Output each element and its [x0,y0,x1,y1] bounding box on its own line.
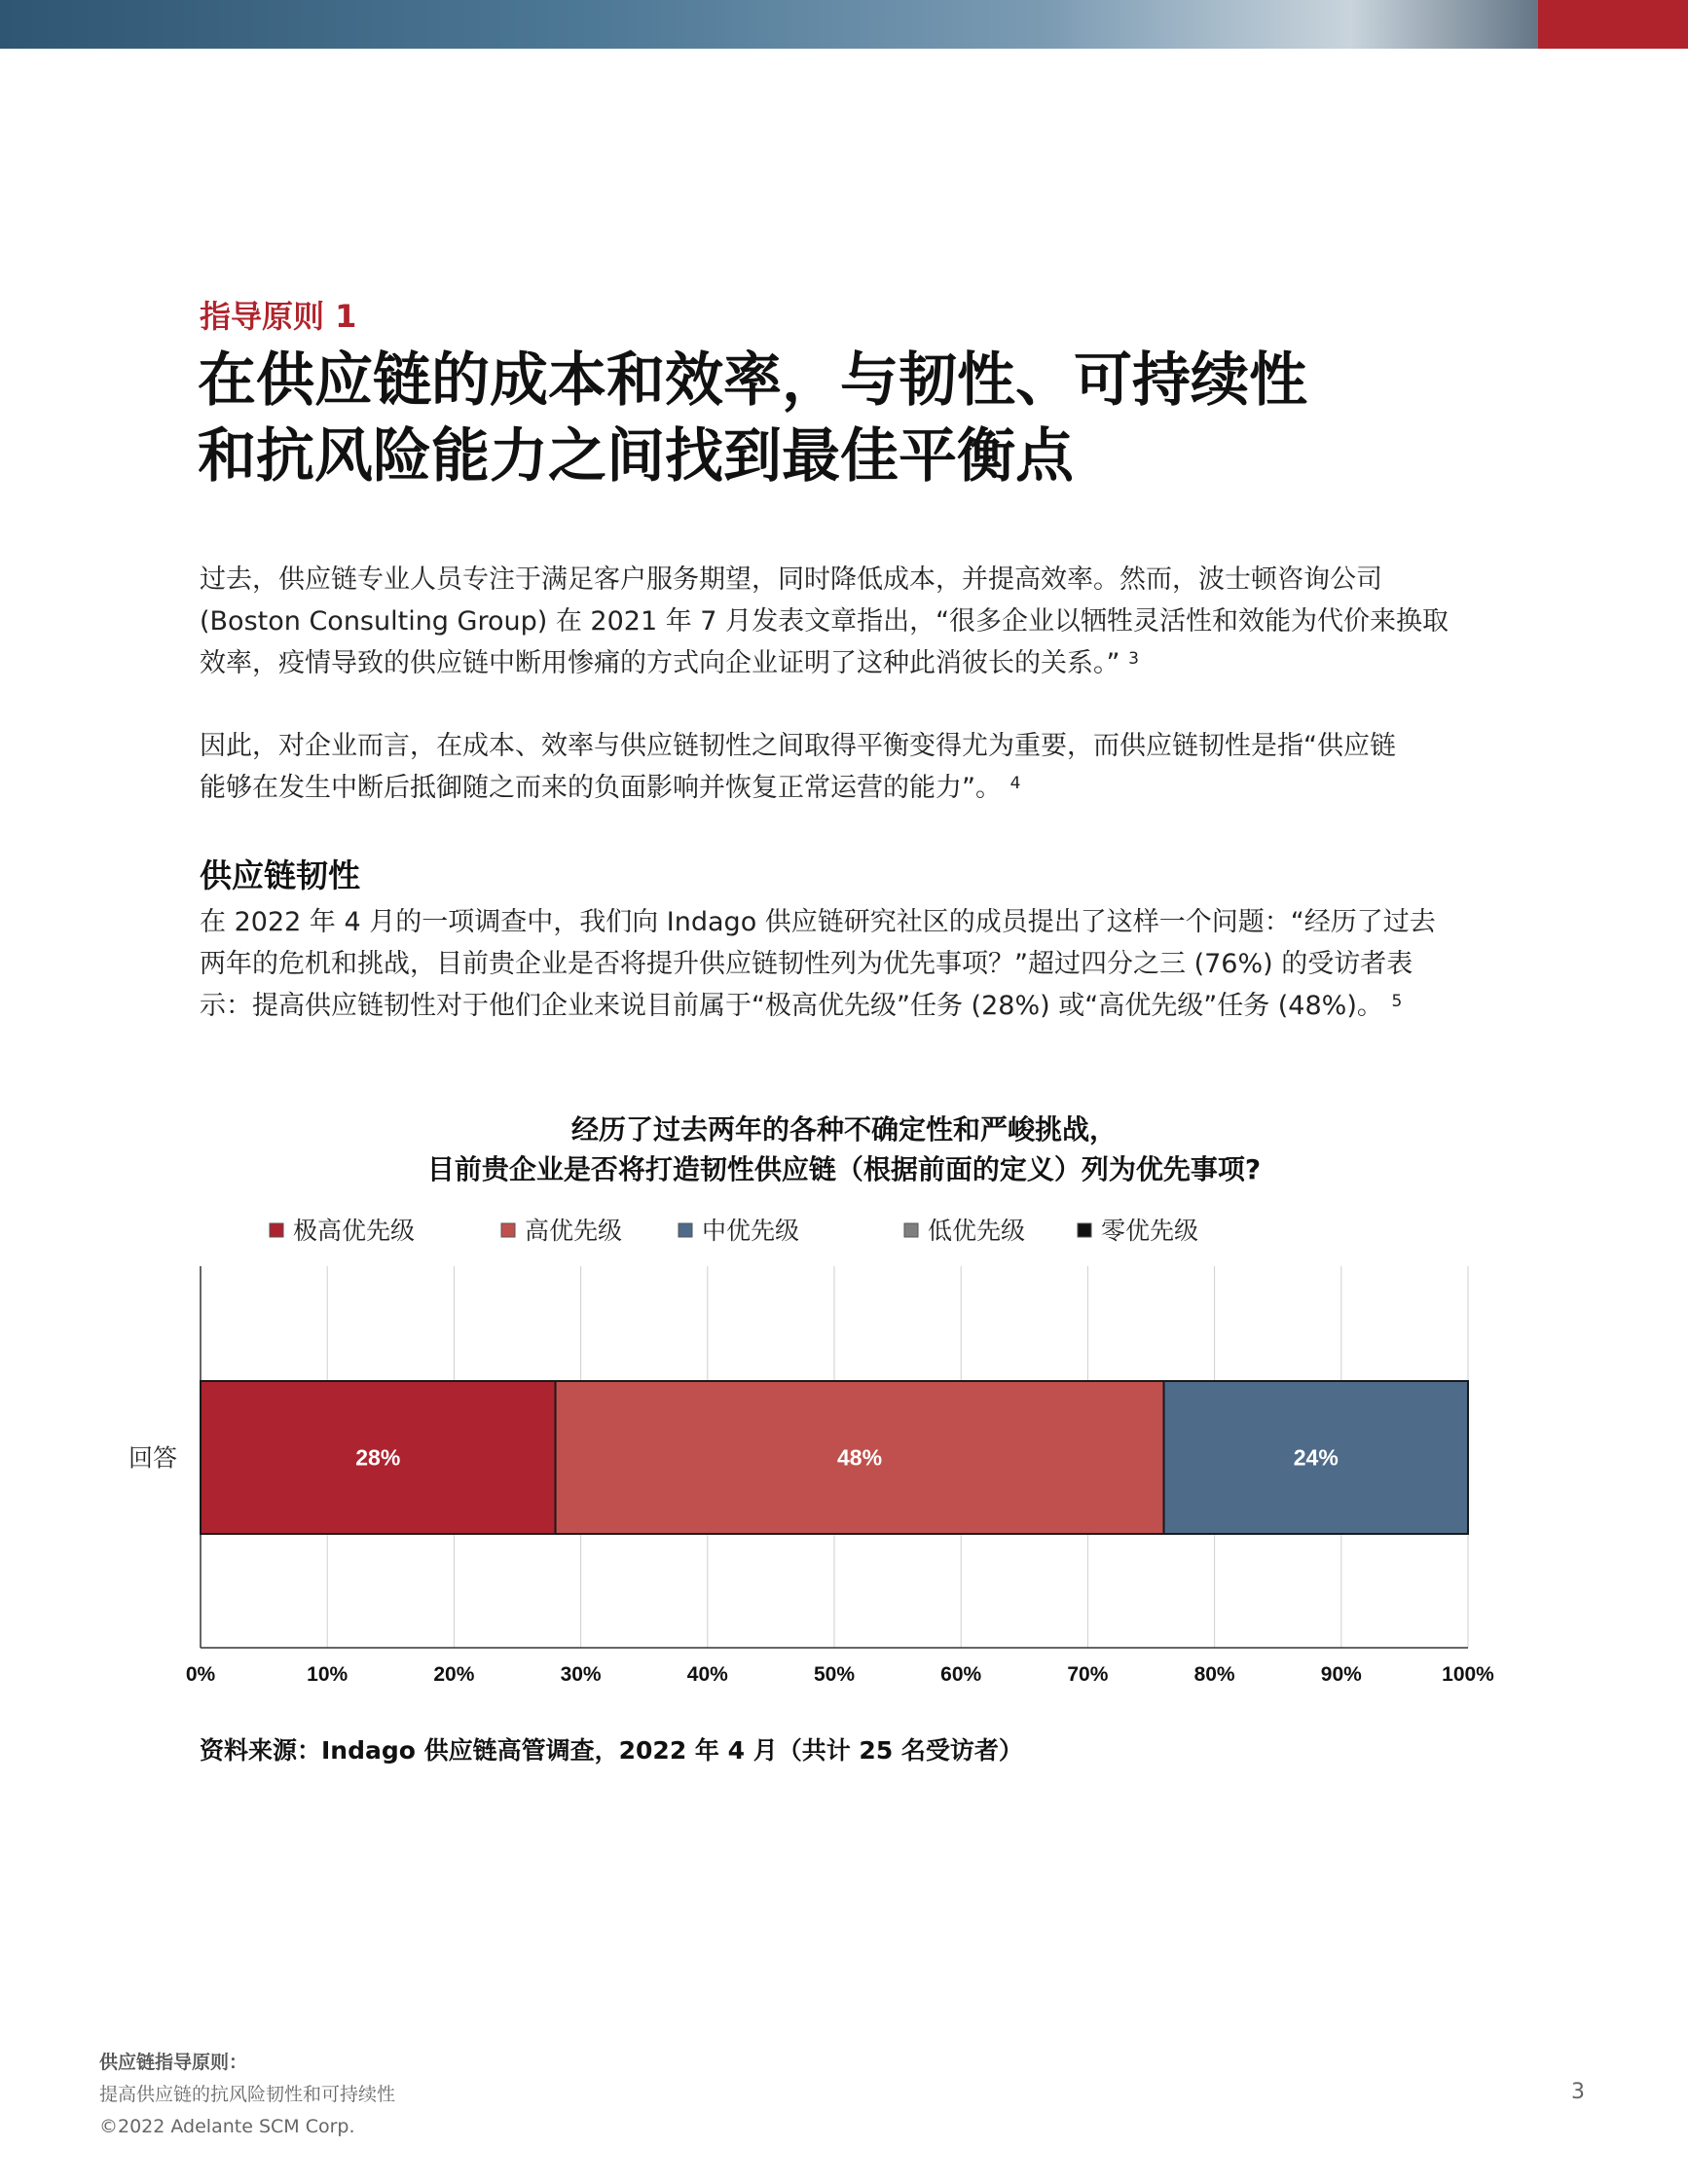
legend-swatch-3 [679,1223,692,1237]
page-title-line-1: 在供应链的成本和效率，与韧性、可持续性 [198,346,1307,415]
page-title [198,343,1492,494]
legend-label-4: 低优先级 [928,1217,1026,1245]
footnote-3: 3 [1128,649,1139,669]
paragraph-3-line-3-text: 示：提高供应链韧性对于他们企业来说目前属于“极高优先级”任务 (28%) 或“高优先级”任务 (48%)。 [200,991,1383,1021]
paragraph-3-line-1: 在 2022 年 4 月的一项调查中，我们向 Indago 供应链研究社区的成员提出了这样一个问题：“经历了过去 [200,907,1436,937]
legend-swatch-2 [501,1223,515,1237]
legend-swatch-1 [270,1223,283,1237]
legend-label-1: 极高优先级 [293,1217,416,1245]
header-banner [0,0,1688,49]
chart-title [195,1110,1493,1189]
chart-title-line-1: 经历了过去两年的各种不确定性和严峻挑战， [570,1113,1117,1146]
paragraph-3-line-2: 两年的危机和挑战，目前贵企业是否将提升供应链韧性列为优先事项？”超过四分之三 (76%) 的受访者表 [200,949,1413,979]
x-tick-label-50pct: 50% [813,1663,856,1686]
footer [99,2047,395,2143]
chart-source: 资料来源：Indago 供应链高管调查，2022 年 4 月（共计 25 名受访者） [200,1736,1023,1765]
legend-label-2: 高优先级 [525,1217,623,1245]
paragraph-1-line-3-text: 效率，疫情导致的供应链中断用惨痛的方式向企业证明了这种此消彼长的关系。” [200,648,1120,678]
x-tick-label-90pct: 90% [1320,1663,1362,1686]
paragraph-1-line-2: (Boston Consulting Group) 在 2021 年 7 月发表文章指出，“很多企业以牺牲灵活性和效能为代价来换取 [200,606,1449,637]
paragraph-1-line-1: 过去，供应链专业人员专注于满足客户服务期望，同时降低成本，并提高效率。然而，波士顿咨询公司 [200,564,1382,595]
legend-label-5: 零优先级 [1101,1217,1199,1245]
chart-title-line-2: 目前贵企业是否将打造韧性供应链（根据前面的定义）列为优先事项? [426,1153,1262,1185]
paragraph-2-line-2-text: 能够在发生中断后抵御随之而来的负面影响并恢复正常运营的能力”。 [200,773,1002,803]
legend-swatch-4 [904,1223,918,1237]
priority-stacked-bar-chart [0,1197,1688,1703]
paragraph-2 [200,725,1494,809]
legend-label-3: 中优先级 [702,1217,800,1245]
x-tick-label-0pct: 0% [185,1663,216,1686]
paragraph-3 [200,901,1494,1027]
x-tick-label-70pct: 70% [1067,1663,1109,1686]
footer-title: 供应链指导原则： [99,2052,248,2073]
bar-value-label-3: 24% [1293,1444,1339,1471]
paragraph-1 [200,559,1494,684]
paragraph-2-line-2 [200,767,1494,809]
x-tick-label-60pct: 60% [940,1663,982,1686]
page-title-line-2: 和抗风险能力之间找到最佳平衡点 [198,422,1074,491]
footnote-5: 5 [1391,992,1403,1011]
bar-value-label-2: 48% [837,1444,883,1471]
x-tick-label-20pct: 20% [433,1663,475,1686]
header-banner-accent [1538,0,1688,49]
paragraph-3-line-3 [200,985,1494,1027]
section-subheading: 供应链韧性 [200,856,360,894]
paragraph-1-line-3 [200,642,1494,684]
bar-value-label-1: 28% [355,1444,401,1471]
section-kicker: 指导原则 1 [200,298,357,335]
x-tick-label-40pct: 40% [686,1663,728,1686]
page-number: 3 [1571,2080,1585,2104]
legend-swatch-5 [1078,1223,1091,1237]
x-tick-label-100pct: 100% [1442,1663,1494,1686]
footer-copyright: ©2022 Adelante SCM Corp. [99,2116,355,2137]
paragraph-2-line-1: 因此，对企业而言，在成本、效率与供应链韧性之间取得平衡变得尤为重要，而供应链韧性是指“供应链 [200,731,1396,761]
x-tick-label-80pct: 80% [1193,1663,1235,1686]
x-tick-label-30pct: 30% [560,1663,602,1686]
category-label: 回答 [128,1443,178,1473]
footnote-4: 4 [1009,774,1021,793]
footer-subtitle: 提高供应链的抗风险韧性和可持续性 [99,2084,396,2105]
x-tick-label-10pct: 10% [307,1663,349,1686]
